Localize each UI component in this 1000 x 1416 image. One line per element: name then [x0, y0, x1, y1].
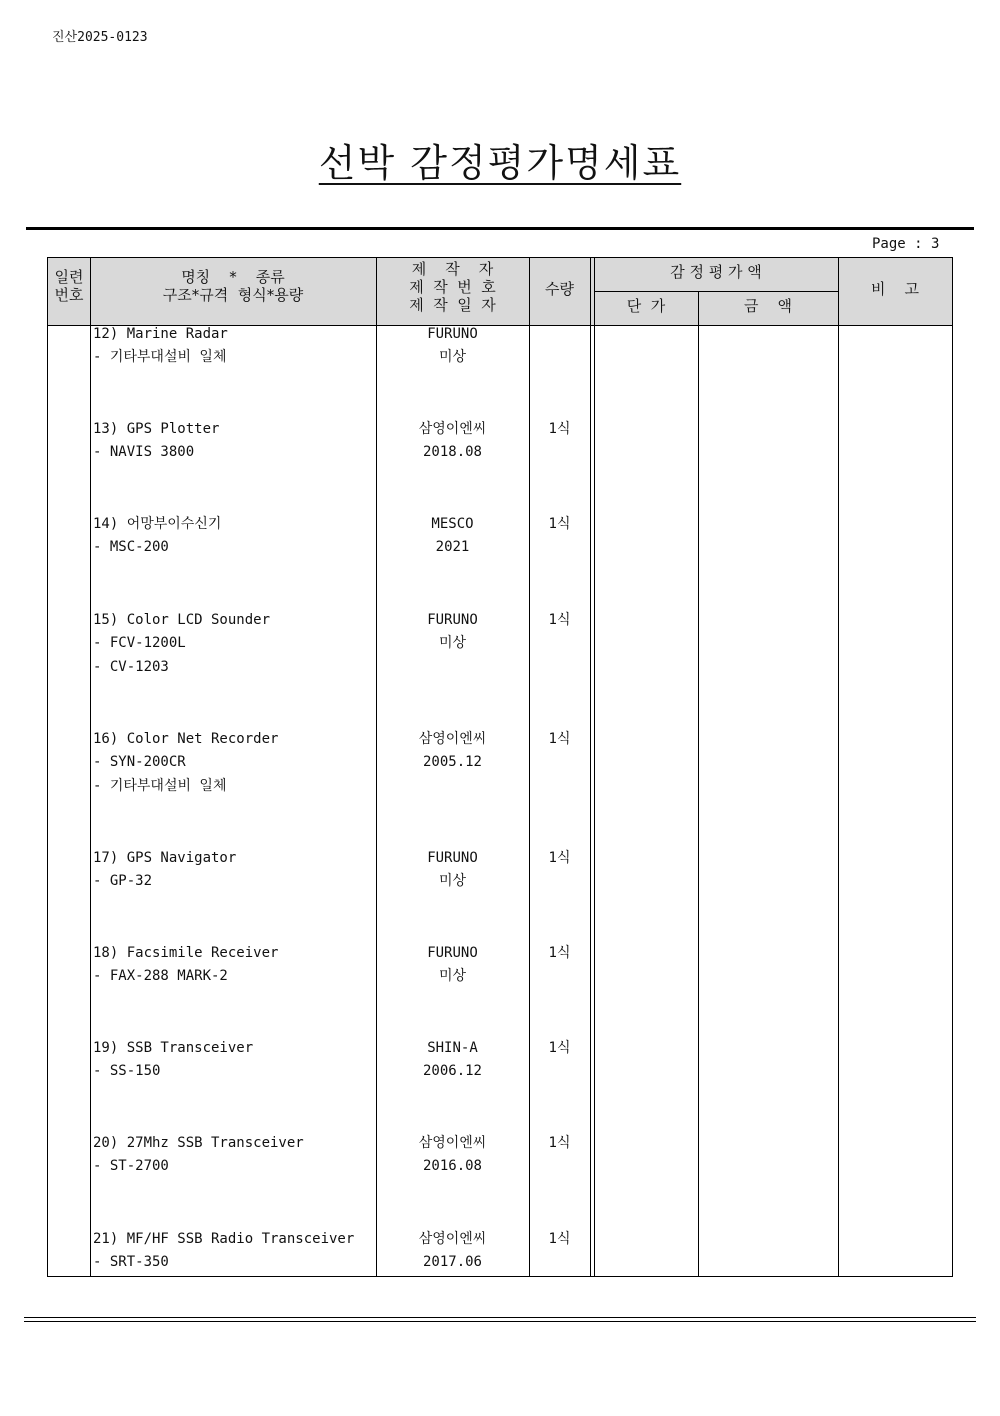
item-spec: - 기타부대설비 일체	[93, 349, 227, 365]
item-name: 20) 27Mhz SSB Transceiver	[93, 1135, 304, 1151]
item-date: 2016.08	[422, 1158, 482, 1174]
item-date: 2006.12	[422, 1063, 482, 1079]
header-maker-line1: 제 작 자	[411, 260, 494, 278]
header-maker-line3: 제 작 일 자	[409, 296, 496, 314]
item-date: 미상	[438, 349, 467, 365]
item-qty: 1식	[548, 731, 571, 747]
item-qty: 1식	[548, 1231, 571, 1247]
col-divider	[698, 291, 699, 1276]
item-name: 13) GPS Plotter	[93, 421, 220, 437]
header-remarks: 비 고	[870, 280, 920, 298]
header-maker	[376, 260, 529, 314]
page-number: Page : 3	[872, 236, 940, 252]
item-spec: - ST-2700	[93, 1158, 169, 1174]
item-maker: FURUNO	[427, 850, 478, 866]
item-spec: - FCV-1200L	[93, 635, 186, 651]
item-name: 18) Facsimile Receiver	[93, 945, 279, 961]
appraisal-table	[47, 257, 953, 1277]
item-date: 2018.08	[422, 444, 482, 460]
header-serial-line2: 번호	[54, 286, 84, 304]
item-maker: MESCO	[431, 516, 474, 532]
item-maker: FURUNO	[427, 326, 478, 342]
item-date: 2021	[435, 539, 470, 555]
header-amount: 금 액	[743, 297, 793, 315]
item-date: 2005.12	[422, 754, 482, 770]
bottom-divider	[24, 1317, 976, 1318]
item-name: 14) 어망부이수신기	[93, 516, 222, 532]
item-qty: 1식	[548, 1135, 571, 1151]
header-serial	[48, 268, 90, 304]
item-name: 16) Color Net Recorder	[93, 731, 279, 747]
header-maker-line2: 제 작 번 호	[409, 278, 496, 296]
item-spec: - SYN-200CR	[93, 754, 186, 770]
item-spec: - GP-32	[93, 873, 153, 889]
header-name-line2: 구조*규격 형식*용량	[162, 286, 304, 304]
item-spec: - 기타부대설비 일체	[93, 778, 227, 794]
col-divider	[590, 258, 591, 1276]
header-serial-line1: 일련	[54, 268, 84, 286]
col-divider	[90, 258, 91, 1276]
item-qty: 1식	[548, 850, 571, 866]
item-maker: 삼영이엔씨	[418, 421, 487, 437]
header-unit-price: 단 가	[626, 297, 666, 315]
page-title	[0, 132, 1000, 187]
header-qty: 수량	[545, 280, 574, 298]
item-maker: 삼영이엔씨	[418, 731, 487, 747]
item-qty: 1식	[548, 945, 571, 961]
item-spec: - FAX-288 MARK-2	[93, 968, 228, 984]
col-divider	[838, 258, 839, 1276]
header-name	[90, 268, 376, 304]
item-name: 12) Marine Radar	[93, 326, 228, 342]
item-qty: 1식	[548, 421, 571, 437]
header-name-line1: 명칭 * 종류	[181, 268, 285, 286]
col-divider	[594, 258, 595, 1276]
item-spec: - CV-1203	[93, 659, 169, 675]
appraisal-subheader-line	[594, 291, 838, 292]
item-name: 17) GPS Navigator	[93, 850, 237, 866]
item-spec: - MSC-200	[93, 539, 169, 555]
item-maker: 삼영이엔씨	[418, 1231, 487, 1247]
document-number: 진산2025-0123	[52, 30, 148, 45]
item-qty: 1식	[548, 1040, 571, 1056]
top-divider	[26, 227, 974, 230]
item-maker: 삼영이엔씨	[418, 1135, 487, 1151]
item-name: 15) Color LCD Sounder	[93, 612, 271, 628]
item-date: 미상	[438, 968, 467, 984]
item-spec: - NAVIS 3800	[93, 444, 195, 460]
item-date: 미상	[438, 635, 467, 651]
page-title-text: 선박 감정평가명세표	[318, 141, 682, 185]
item-spec: - SS-150	[93, 1063, 161, 1079]
item-date: 미상	[438, 873, 467, 889]
item-spec: - SRT-350	[93, 1254, 169, 1270]
item-name: 19) SSB Transceiver	[93, 1040, 254, 1056]
col-divider	[529, 258, 530, 1276]
item-qty: 1식	[548, 612, 571, 628]
bottom-divider	[24, 1321, 976, 1322]
header-appraisal: 감 정 평 가 액	[670, 263, 762, 281]
item-date: 2017.06	[422, 1254, 482, 1270]
item-maker: FURUNO	[427, 612, 478, 628]
item-qty: 1식	[548, 516, 571, 532]
item-name: 21) MF/HF SSB Radio Transceiver	[93, 1231, 355, 1247]
item-maker: FURUNO	[427, 945, 478, 961]
item-maker: SHIN-A	[427, 1040, 478, 1056]
